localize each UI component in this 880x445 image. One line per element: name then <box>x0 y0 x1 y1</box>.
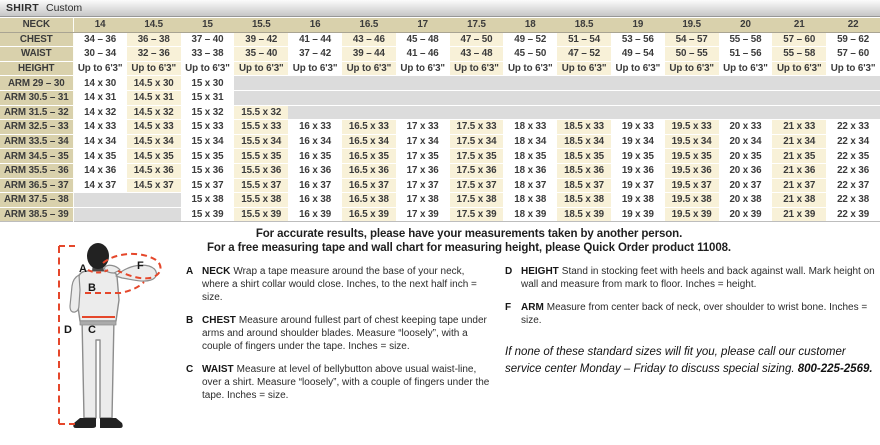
arm-size-cell: 17 x 34 <box>396 134 450 149</box>
arm-size-cell: 15 x 34 <box>181 134 235 149</box>
arm-size-cell: 14.5 x 30 <box>127 76 181 91</box>
row-label: ARM 32.5 – 33 <box>0 120 73 135</box>
neck-size-header: 18 <box>503 18 557 33</box>
arm-size-cell: 17.5 x 37 <box>450 178 504 193</box>
arm-size-cell <box>665 105 719 120</box>
arm-size-cell: 18 x 36 <box>503 163 557 178</box>
height-cell: Up to 6'3" <box>288 61 342 76</box>
neck-size-header: 19.5 <box>665 18 719 33</box>
item-letter: A <box>186 266 194 278</box>
row-label: ARM 38.5 – 39 <box>0 207 73 222</box>
arm-size-cell: 18.5 x 37 <box>557 178 611 193</box>
height-cell: Up to 6'3" <box>342 61 396 76</box>
arm-size-cell: 15 x 32 <box>181 105 235 120</box>
arm-size-cell: 17.5 x 38 <box>450 193 504 208</box>
arm-size-cell: 19 x 39 <box>611 207 665 222</box>
waist-range-cell: 51 – 56 <box>719 47 773 62</box>
right-shoe <box>100 418 123 428</box>
row-label: ARM 36.5 – 37 <box>0 178 73 193</box>
item-term: CHEST <box>202 315 236 327</box>
left-shoe <box>73 418 96 428</box>
chest-range-cell: 41 – 44 <box>288 32 342 47</box>
waist-range-cell: 45 – 50 <box>503 47 557 62</box>
neck-size-header: 20 <box>719 18 773 33</box>
arm-size-cell: 14.5 x 35 <box>127 149 181 164</box>
arm-size-cell: 18 x 37 <box>503 178 557 193</box>
phone-number: 800-225-2569. <box>797 362 873 375</box>
figure-label-c: C <box>88 324 96 336</box>
arm-size-cell: 15.5 x 39 <box>234 207 288 222</box>
arm-size-cell: 16 x 34 <box>288 134 342 149</box>
arm-size-cell: 18.5 x 38 <box>557 193 611 208</box>
arm-size-cell: 22 x 36 <box>826 163 880 178</box>
arm-size-cell <box>503 76 557 91</box>
arm-size-cell <box>826 90 880 105</box>
arm-size-cell: 17.5 x 33 <box>450 120 504 135</box>
height-cell: Up to 6'3" <box>234 61 288 76</box>
arm-size-cell: 20 x 38 <box>719 193 773 208</box>
row-label: ARM 29 – 30 <box>0 76 73 91</box>
row-label: ARM 30.5 – 31 <box>0 90 73 105</box>
arm-size-cell <box>826 105 880 120</box>
figure-label-b: B <box>88 282 96 294</box>
arm-size-cell <box>557 90 611 105</box>
table-title: SHIRT <box>6 2 39 14</box>
neck-size-header: 14 <box>73 18 127 33</box>
row-label: CHEST <box>0 32 73 47</box>
arm-size-cell: 18 x 35 <box>503 149 557 164</box>
arm-size-cell: 19.5 x 36 <box>665 163 719 178</box>
belt <box>80 321 116 325</box>
intro-line-1: For accurate results, please have your measurements taken by another person. <box>255 228 683 241</box>
arm-size-cell: 18.5 x 39 <box>557 207 611 222</box>
arm-size-cell <box>127 193 181 208</box>
arm-size-cell: 15.5 x 35 <box>234 149 288 164</box>
arm-size-cell: 17 x 39 <box>396 207 450 222</box>
table-title-bar <box>0 0 880 17</box>
waist-range-cell: 49 – 54 <box>611 47 665 62</box>
arm-size-cell: 15 x 39 <box>181 207 235 222</box>
height-cell: Up to 6'3" <box>557 61 611 76</box>
arm-size-cell <box>73 193 127 208</box>
figure-label-a: A <box>79 263 87 275</box>
chest-range-cell: 57 – 60 <box>772 32 826 47</box>
neck-size-header: 19 <box>611 18 665 33</box>
legs <box>82 318 114 418</box>
arm-size-cell: 18 x 38 <box>503 193 557 208</box>
arm-size-cell: 17.5 x 35 <box>450 149 504 164</box>
arm-size-cell: 16.5 x 37 <box>342 178 396 193</box>
chest-range-cell: 55 – 58 <box>719 32 773 47</box>
arm-size-cell: 22 x 34 <box>826 134 880 149</box>
arm-size-cell: 19 x 36 <box>611 163 665 178</box>
arm-size-cell: 18.5 x 35 <box>557 149 611 164</box>
row-label: ARM 31.5 – 32 <box>0 105 73 120</box>
arm-size-cell: 18.5 x 36 <box>557 163 611 178</box>
item-text: Measure at level of bellybutton above usual waist-line, over a shirt. Measure “loosely”, with a couple of fingers under the tape. Inches = size. <box>202 364 490 402</box>
arm-size-cell <box>342 76 396 91</box>
arm-size-cell <box>557 105 611 120</box>
arm-size-cell <box>288 105 342 120</box>
arm-size-cell: 16.5 x 33 <box>342 120 396 135</box>
arm-size-cell: 20 x 34 <box>719 134 773 149</box>
chest-range-cell: 53 – 56 <box>611 32 665 47</box>
arm-size-cell: 15.5 x 37 <box>234 178 288 193</box>
height-cell: Up to 6'3" <box>772 61 826 76</box>
waist-range-cell: 37 – 42 <box>288 47 342 62</box>
arm-size-cell: 21 x 39 <box>772 207 826 222</box>
arm-size-cell: 14.5 x 36 <box>127 163 181 178</box>
arm-size-cell: 19.5 x 37 <box>665 178 719 193</box>
note-text: If none of these standard sizes will fit you, please call our customer service center Monday – Friday to discuss special sizing. <box>505 346 846 375</box>
neck-size-header: 18.5 <box>557 18 611 33</box>
arm-size-cell <box>450 76 504 91</box>
arm-size-cell: 17 x 35 <box>396 149 450 164</box>
arm-size-cell: 15 x 38 <box>181 193 235 208</box>
head <box>87 243 109 269</box>
arm-size-cell: 14 x 34 <box>73 134 127 149</box>
arm-size-cell: 14 x 31 <box>73 90 127 105</box>
arm-size-cell: 14.5 x 31 <box>127 90 181 105</box>
instruction-column-right <box>505 265 877 412</box>
arm-size-cell <box>719 76 773 91</box>
arm-size-cell: 17 x 33 <box>396 120 450 135</box>
arm-size-cell: 19 x 38 <box>611 193 665 208</box>
arm-size-cell: 16 x 37 <box>288 178 342 193</box>
item-term: NECK <box>202 266 231 278</box>
row-label: NECK <box>0 18 73 33</box>
neck-size-header: 21 <box>772 18 826 33</box>
neck-size-header: 16.5 <box>342 18 396 33</box>
arm-size-cell: 20 x 39 <box>719 207 773 222</box>
special-sizing-note <box>505 344 877 377</box>
arm-size-cell: 15.5 x 32 <box>234 105 288 120</box>
chest-range-cell: 37 – 40 <box>181 32 235 47</box>
measurement-item-waist <box>186 363 494 402</box>
arm-size-cell: 16 x 38 <box>288 193 342 208</box>
arm-size-cell: 18 x 34 <box>503 134 557 149</box>
chest-range-cell: 54 – 57 <box>665 32 719 47</box>
arm-size-cell: 15 x 33 <box>181 120 235 135</box>
arm-size-cell: 19.5 x 33 <box>665 120 719 135</box>
arm-size-cell: 19.5 x 34 <box>665 134 719 149</box>
chest-range-cell: 43 – 46 <box>342 32 396 47</box>
chest-range-cell: 47 – 50 <box>450 32 504 47</box>
arm-size-cell: 16 x 35 <box>288 149 342 164</box>
waist-range-cell: 33 – 38 <box>181 47 235 62</box>
arm-size-cell: 16.5 x 35 <box>342 149 396 164</box>
arm-size-cell <box>719 105 773 120</box>
arm-size-cell: 17 x 38 <box>396 193 450 208</box>
arm-size-cell <box>396 105 450 120</box>
chest-range-cell: 36 – 38 <box>127 32 181 47</box>
arm-size-cell: 14.5 x 37 <box>127 178 181 193</box>
waist-range-cell: 57 – 60 <box>826 47 880 62</box>
arm-size-cell: 20 x 33 <box>719 120 773 135</box>
arm-size-cell <box>342 90 396 105</box>
arm-size-cell <box>665 76 719 91</box>
row-label: HEIGHT <box>0 61 73 76</box>
arm-size-cell <box>772 105 826 120</box>
chest-range-cell: 39 – 42 <box>234 32 288 47</box>
arm-size-cell: 15 x 31 <box>181 90 235 105</box>
arm-size-cell: 21 x 38 <box>772 193 826 208</box>
arm-size-cell: 14.5 x 33 <box>127 120 181 135</box>
chest-range-cell: 34 – 36 <box>73 32 127 47</box>
arm-size-cell: 16 x 36 <box>288 163 342 178</box>
arm-size-cell: 21 x 34 <box>772 134 826 149</box>
arm-size-cell <box>503 105 557 120</box>
item-text: Measure from center back of neck, over shoulder to wrist bone. Inches = size. <box>521 302 868 327</box>
item-text: Measure around fullest part of chest keeping tape under arms and around shoulder blades. Measure “loosely”, with a couple of fingers under the tape. Inches = size. <box>202 315 487 353</box>
measurement-item-height <box>505 265 877 291</box>
arm-size-cell: 17.5 x 34 <box>450 134 504 149</box>
arm-size-cell: 20 x 36 <box>719 163 773 178</box>
height-cell: Up to 6'3" <box>127 61 181 76</box>
arm-size-cell <box>611 76 665 91</box>
item-letter: C <box>186 364 194 376</box>
arm-size-cell: 16.5 x 38 <box>342 193 396 208</box>
arm-size-cell <box>450 105 504 120</box>
arm-size-cell: 18 x 33 <box>503 120 557 135</box>
arm-size-cell: 18.5 x 34 <box>557 134 611 149</box>
arm-size-cell: 21 x 33 <box>772 120 826 135</box>
row-label: ARM 33.5 – 34 <box>0 134 73 149</box>
height-cell: Up to 6'3" <box>611 61 665 76</box>
arm-size-cell: 17.5 x 39 <box>450 207 504 222</box>
arm-size-cell <box>826 76 880 91</box>
arm-size-cell <box>396 90 450 105</box>
measurement-figure <box>30 240 190 445</box>
waist-range-cell: 47 – 52 <box>557 47 611 62</box>
waist-range-cell: 39 – 44 <box>342 47 396 62</box>
item-term: HEIGHT <box>521 266 559 278</box>
arm-size-cell: 22 x 39 <box>826 207 880 222</box>
arm-size-cell: 22 x 33 <box>826 120 880 135</box>
arm-size-cell: 17 x 37 <box>396 178 450 193</box>
neck-size-header: 15.5 <box>234 18 288 33</box>
size-chart-table <box>0 17 880 222</box>
waist-range-cell: 41 – 46 <box>396 47 450 62</box>
neck-size-header: 16 <box>288 18 342 33</box>
arm-size-cell: 16.5 x 36 <box>342 163 396 178</box>
arm-size-cell: 17.5 x 36 <box>450 163 504 178</box>
arm-size-cell: 19 x 33 <box>611 120 665 135</box>
measurement-item-arm <box>505 301 877 327</box>
arm-size-cell <box>503 90 557 105</box>
arm-size-cell <box>665 90 719 105</box>
arm-size-cell <box>611 90 665 105</box>
arm-size-cell: 21 x 36 <box>772 163 826 178</box>
item-text: Stand in stocking feet with heels and back against wall. Mark height on wall and measure from mark to floor. Inches = height. <box>521 266 875 291</box>
arm-size-cell <box>719 90 773 105</box>
arm-size-cell: 16.5 x 34 <box>342 134 396 149</box>
torso <box>77 271 119 321</box>
neck-size-header: 17 <box>396 18 450 33</box>
arm-size-cell: 19.5 x 39 <box>665 207 719 222</box>
arm-size-cell <box>234 76 288 91</box>
arm-size-cell: 16.5 x 39 <box>342 207 396 222</box>
arm-size-cell: 16 x 33 <box>288 120 342 135</box>
arm-size-cell: 19.5 x 38 <box>665 193 719 208</box>
figure-label-f: F <box>137 260 144 272</box>
height-cell: Up to 6'3" <box>665 61 719 76</box>
arm-size-cell: 15 x 30 <box>181 76 235 91</box>
arm-size-cell: 20 x 37 <box>719 178 773 193</box>
measurement-item-chest <box>186 314 494 353</box>
arm-size-cell: 17 x 36 <box>396 163 450 178</box>
chest-range-cell: 51 – 54 <box>557 32 611 47</box>
chest-range-cell: 59 – 62 <box>826 32 880 47</box>
waist-range-cell: 32 – 36 <box>127 47 181 62</box>
height-cell: Up to 6'3" <box>396 61 450 76</box>
arm-size-cell: 14 x 33 <box>73 120 127 135</box>
item-letter: F <box>505 302 512 314</box>
arm-size-cell: 14 x 30 <box>73 76 127 91</box>
arm-size-cell <box>127 207 181 222</box>
arm-size-cell <box>396 76 450 91</box>
arm-size-cell: 20 x 35 <box>719 149 773 164</box>
arm-size-cell <box>450 90 504 105</box>
arm-size-cell: 14.5 x 34 <box>127 134 181 149</box>
instruction-column-left <box>186 265 494 412</box>
chest-range-cell: 49 – 52 <box>503 32 557 47</box>
chest-range-cell: 45 – 48 <box>396 32 450 47</box>
neck-size-header: 15 <box>181 18 235 33</box>
height-cell: Up to 6'3" <box>181 61 235 76</box>
row-label: ARM 35.5 – 36 <box>0 163 73 178</box>
item-text: Wrap a tape measure around the base of your neck, where a shirt collar would close. Inches, to the next half inch = size. <box>202 266 477 304</box>
waist-range-cell: 43 – 48 <box>450 47 504 62</box>
arm-size-cell <box>557 76 611 91</box>
height-cell: Up to 6'3" <box>719 61 773 76</box>
item-term: WAIST <box>202 364 234 376</box>
instruction-columns <box>186 265 880 412</box>
waist-range-cell: 55 – 58 <box>772 47 826 62</box>
arm-size-cell <box>772 90 826 105</box>
arm-size-cell <box>288 76 342 91</box>
arm-size-cell: 22 x 38 <box>826 193 880 208</box>
arm-size-cell <box>772 76 826 91</box>
waist-range-cell: 50 – 55 <box>665 47 719 62</box>
arm-size-cell: 14 x 35 <box>73 149 127 164</box>
height-cell: Up to 6'3" <box>503 61 557 76</box>
arm-size-cell <box>288 90 342 105</box>
arm-size-cell <box>611 105 665 120</box>
arm-size-cell: 18 x 39 <box>503 207 557 222</box>
item-letter: D <box>505 266 513 278</box>
arm-size-cell: 15.5 x 33 <box>234 120 288 135</box>
arm-size-cell: 19 x 34 <box>611 134 665 149</box>
arm-size-cell: 14.5 x 32 <box>127 105 181 120</box>
waist-range-cell: 30 – 34 <box>73 47 127 62</box>
arm-size-cell: 18.5 x 33 <box>557 120 611 135</box>
arm-size-cell: 22 x 35 <box>826 149 880 164</box>
height-cell: Up to 6'3" <box>826 61 880 76</box>
arm-size-cell: 21 x 37 <box>772 178 826 193</box>
figure-label-d: D <box>64 324 72 336</box>
measurement-item-neck <box>186 265 494 304</box>
row-label: ARM 34.5 – 35 <box>0 149 73 164</box>
intro-line-2: For a free measuring tape and wall chart for measuring height, please Quick Order product 11008. <box>206 241 732 254</box>
arm-size-cell: 15.5 x 38 <box>234 193 288 208</box>
arm-size-cell: 19 x 37 <box>611 178 665 193</box>
arm-size-cell: 14 x 32 <box>73 105 127 120</box>
arm-size-cell: 14 x 36 <box>73 163 127 178</box>
height-cell: Up to 6'3" <box>73 61 127 76</box>
arm-size-cell: 19.5 x 35 <box>665 149 719 164</box>
left-arm <box>70 275 80 312</box>
arm-size-cell <box>73 207 127 222</box>
neck-size-header: 22 <box>826 18 880 33</box>
arm-size-cell: 19 x 35 <box>611 149 665 164</box>
arm-size-cell <box>234 90 288 105</box>
arm-size-cell: 15.5 x 36 <box>234 163 288 178</box>
item-letter: B <box>186 315 194 327</box>
arm-size-cell: 15 x 36 <box>181 163 235 178</box>
arm-size-cell: 15 x 35 <box>181 149 235 164</box>
arm-size-cell: 22 x 37 <box>826 178 880 193</box>
figure-svg <box>30 240 190 445</box>
waist-range-cell: 35 – 40 <box>234 47 288 62</box>
row-label: ARM 37.5 – 38 <box>0 193 73 208</box>
row-label: WAIST <box>0 47 73 62</box>
neck-size-header: 17.5 <box>450 18 504 33</box>
arm-size-cell: 21 x 35 <box>772 149 826 164</box>
arm-size-cell <box>342 105 396 120</box>
arm-size-cell: 16 x 39 <box>288 207 342 222</box>
item-term: ARM <box>521 302 544 314</box>
table-subtitle: Custom <box>46 2 83 14</box>
height-cell: Up to 6'3" <box>450 61 504 76</box>
arm-size-cell: 15 x 37 <box>181 178 235 193</box>
arm-size-cell: 15.5 x 34 <box>234 134 288 149</box>
neck-size-header: 14.5 <box>127 18 181 33</box>
arm-size-cell: 14 x 37 <box>73 178 127 193</box>
